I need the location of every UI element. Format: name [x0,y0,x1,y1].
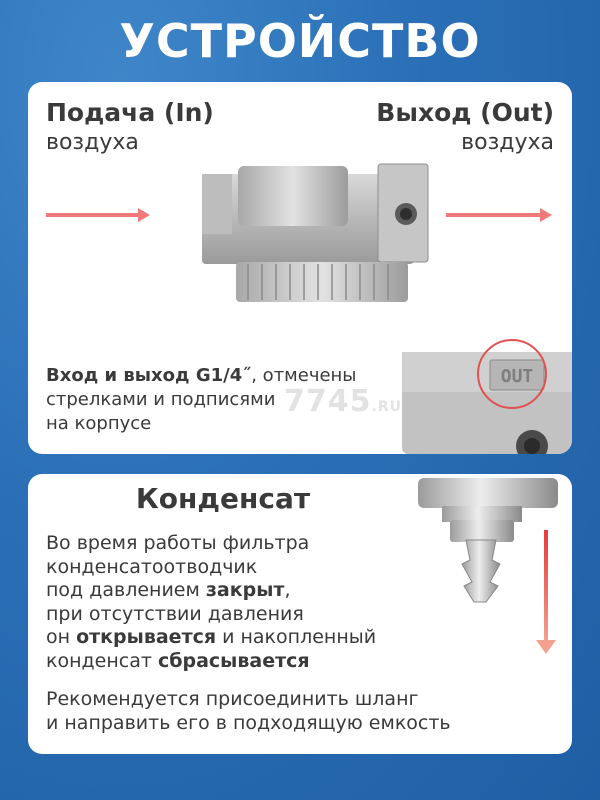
outlet-label: Выход (Out) [376,98,554,127]
condensate-card [28,474,572,754]
out-marking-photo [402,338,572,454]
inlet-sublabel: воздуха [46,130,139,155]
outlet-arrow-icon [446,208,552,222]
filter-body-image [168,162,438,307]
out-engraving: OUT [500,366,534,387]
page-title: УСТРОЙСТВО [119,14,481,68]
inlet-arrow-icon [46,208,150,222]
drain-arrow-icon [536,530,556,656]
device-card [28,82,572,454]
condensate-description: Во время работы фильтра конденсатоотводчик под давлением закрыт, при отсутствии давления он открывается и накопленный конденсат сбрасывается [46,532,377,672]
inlet-label: Подача (In) [46,98,214,127]
condensate-title: Конденсат [135,482,311,515]
condensate-recommendation: Рекомендуется присоединить шланг и направить его в подходящую емкость [46,688,451,734]
ports-note: Вход и выход G1/4˝, отмечены стрелками и подписями на корпусе [46,365,357,434]
outlet-sublabel: воздуха [461,130,554,155]
watermark: 7745.RU [284,384,402,419]
